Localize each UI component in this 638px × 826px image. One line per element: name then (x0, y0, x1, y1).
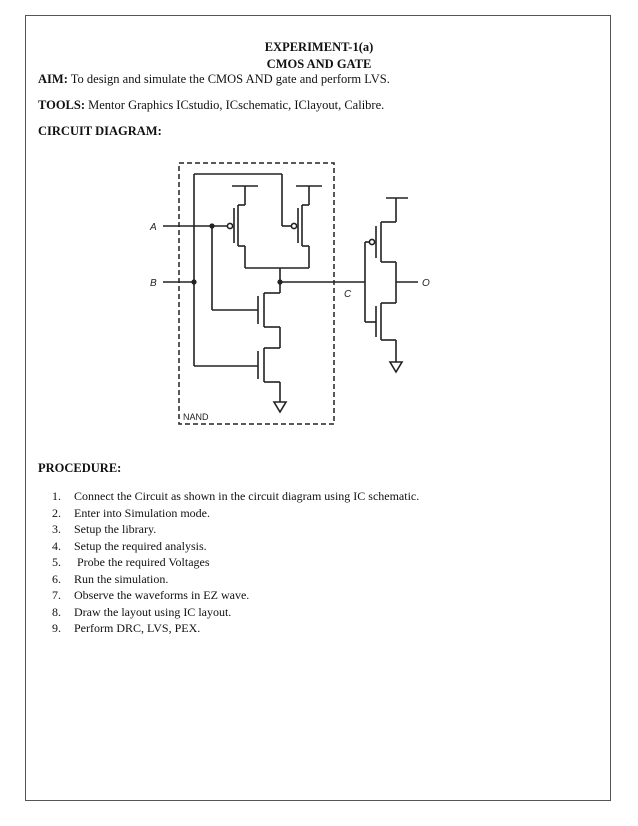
procedure-step: 4. Setup the required analysis. (52, 538, 207, 553)
nand-block-outline (179, 163, 334, 424)
aim-text: To design and simulate the CMOS AND gate and perform LVS. (67, 72, 390, 86)
experiment-title: EXPERIMENT-1(a) (264, 40, 374, 54)
tools-text: Mentor Graphics ICstudio, ICschematic, IClayout, Calibre. (85, 98, 385, 112)
procedure-step: 5. Probe the required Voltages (52, 555, 210, 569)
ground-symbol-inverter (390, 362, 402, 372)
experiment-subtitle: CMOS AND GATE (266, 57, 372, 71)
procedure-step: 3. Setup the library. (52, 522, 157, 536)
output-label: O (422, 278, 430, 289)
circuit-diagram-heading: CIRCUIT DIAGRAM: (38, 124, 162, 138)
procedure-step: 2. Enter into Simulation mode. (52, 505, 210, 520)
aim-label: AIM: (38, 72, 68, 86)
input-a-label: A (150, 222, 157, 233)
procedure-step: 7. Observe the waveforms in EZ wave. (52, 588, 250, 602)
procedure-step: 9. Perform DRC, LVS, PEX. (52, 621, 201, 635)
nand-block-label: NAND (183, 412, 209, 422)
procedure-step: 8. Draw the layout using IC layout. (52, 604, 232, 619)
node-c-label: C (344, 289, 352, 300)
procedure-list (52, 488, 419, 637)
ground-symbol-nand (274, 402, 286, 412)
procedure-step: 1. Connect the Circuit as shown in the circuit diagram using IC schematic. (52, 489, 420, 503)
procedure-heading: PROCEDURE: (38, 461, 122, 475)
tools-label: TOOLS: (38, 98, 86, 112)
procedure-step: 6. Run the simulation. (52, 571, 169, 586)
input-b-label: B (150, 278, 157, 289)
